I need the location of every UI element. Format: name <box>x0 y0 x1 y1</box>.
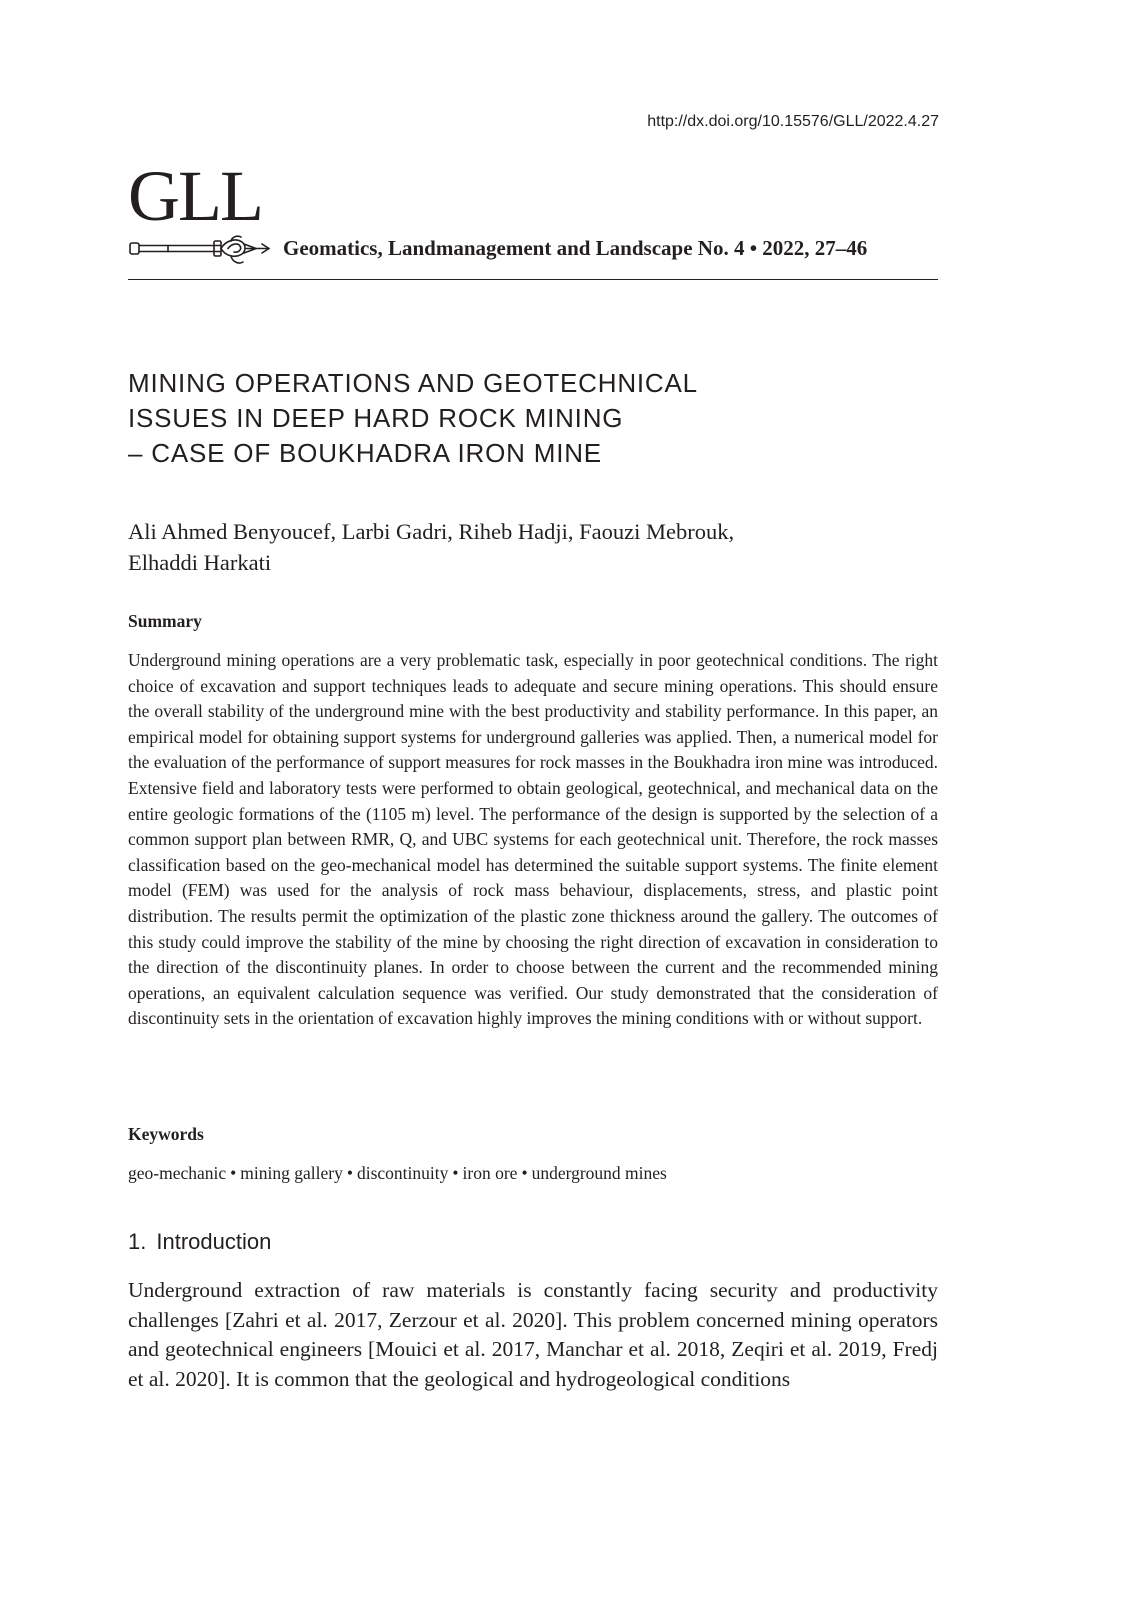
section-title: Introduction <box>156 1229 272 1254</box>
journal-name: Geomatics, Landmanagement and Landscape No. 4 • 2022, 27–46 <box>283 236 868 260</box>
keyword: discontinuity <box>356 1163 449 1183</box>
title-line: – CASE OF BOUKHADRA IRON MINE <box>128 438 602 468</box>
doi-link[interactable]: http://dx.doi.org/10.15576/GLL/2022.4.27 <box>647 113 939 130</box>
summary-heading: Summary <box>128 611 202 631</box>
title-line: ISSUES IN DEEP HARD ROCK MINING <box>128 403 624 433</box>
keyword-separator: • <box>230 1163 237 1183</box>
header-divider <box>128 279 938 280</box>
keyword-separator: • <box>521 1163 528 1183</box>
authors-line: Elhaddi Harkati <box>128 550 272 575</box>
section-heading-introduction <box>128 1229 271 1255</box>
keyword: geo-mechanic <box>128 1163 227 1183</box>
article-title <box>128 366 888 471</box>
keyword-separator: • <box>346 1163 353 1183</box>
summary-text: Underground mining operations are a very problematic task, especially in poor geotechnical conditions. The right choice of excavation and support techniques leads to adequate and secure mining operations. This should ensure the overall stability of the underground mine with the best productivity and stability performance. In this paper, an empirical model for obtaining support systems for underground galleries was applied. Then, a numerical model for the evaluation of the performance of support measures for rock masses in the Boukhadra iron mine was introduced. Extensive field and laboratory tests were performed to obtain geological, geotechnical, and mechanical data on the entire geologic formations of the (1105 m) level. The performance of the design is supported by the selection of a common support plan between RMR, Q, and UBC systems for each geotechnical unit. Therefore, the rock masses classification based on the geo-mechanical model has determined the suitable support systems. The finite element model (FEM) was used for the analysis of rock mass behaviour, displacements, stress, and plastic point distribution. The results permit the optimization of the plastic zone thickness around the gallery. The outcomes of this study could improve the stability of the mine by choosing the right direction of excavation in consideration to the direction of the discontinuity planes. In order to choose between the current and the recommended mining operations, an equivalent calculation sequence was verified. Our study demonstrated that the consideration of discontinuity sets in the orientation of excavation highly improves the mining conditions with or without support. <box>128 650 938 1029</box>
keywords-list <box>128 1161 938 1186</box>
keyword: mining gallery <box>240 1163 343 1183</box>
quill-ornament-icon <box>128 234 272 268</box>
keyword-separator: • <box>452 1163 459 1183</box>
keyword: underground mines <box>531 1163 667 1183</box>
author-list <box>128 516 938 578</box>
title-line: MINING OPERATIONS AND GEOTECHNICAL <box>128 368 698 398</box>
authors-line: Ali Ahmed Benyoucef, Larbi Gadri, Riheb Hadji, Faouzi Mebrouk, <box>128 519 735 544</box>
introduction-paragraph: Underground extraction of raw materials is constantly facing security and productivity challenges [Zahri et al. 2017, Zerzour et al. 2020]. This problem concerned mining operators and geotechnical engineers [Mouici et al. 2017, Manchar et al. 2018, Zeqiri et al. 2019, Fredj et al. 2020]. It is common that the geological and hydrogeological conditions <box>128 1278 938 1391</box>
keyword: iron ore <box>462 1163 518 1183</box>
section-number: 1. <box>128 1229 147 1254</box>
journal-logo: GLL <box>128 156 262 236</box>
keywords-heading: Keywords <box>128 1124 204 1144</box>
